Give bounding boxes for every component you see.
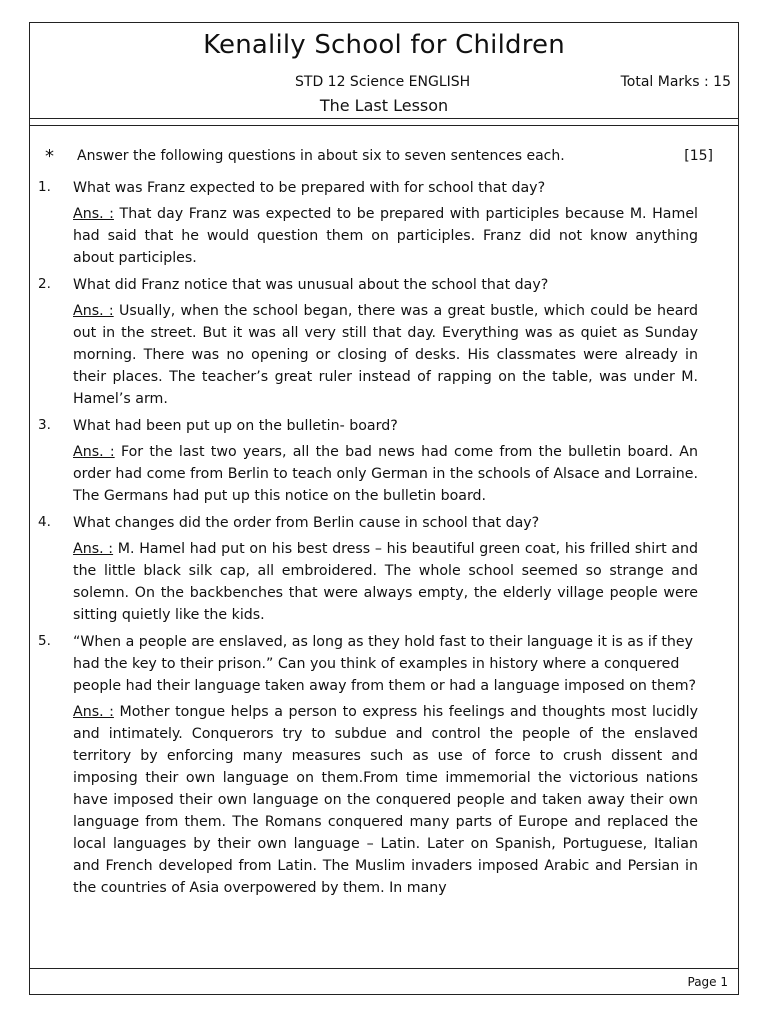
question-text: What had been put up on the bulletin- board? xyxy=(73,418,398,434)
question-item-3 xyxy=(38,414,698,507)
answer-text: M. Hamel had put on his best dress – his beautiful green coat, his frilled shirt and the little black silk cap, all embroidered. The whole school seemed so strange and solemn. On the backbenches that were always empty, the elderly village people were sitting quietly like the kids. xyxy=(73,541,699,623)
header-divider-top xyxy=(30,118,738,119)
answer-text: That day Franz was expected to be prepared with participles because M. Hamel had said that he would question them on participles. Franz did not know anything about participles. xyxy=(73,206,698,266)
answer-label: Ans. : xyxy=(73,206,114,222)
footer-divider xyxy=(30,968,738,969)
answer-label: Ans. : xyxy=(73,303,114,319)
instruction-text: Answer the following questions in about six to seven sentences each. xyxy=(77,148,565,164)
answer-text: Usually, when the school began, there was a great bustle, which could be heard out in the street. But it was all very still that day. Everything was as quiet as Sunday morning. There was no opening or closing of desks. His classmates were already in their places. The teacher’s great ruler instead of rapping on the table, was under M. Hamel’s arm. xyxy=(73,303,699,407)
page-number: Page 1 xyxy=(687,975,728,989)
question-number: 4. xyxy=(38,514,51,530)
header-divider-bottom xyxy=(30,125,738,126)
question-item-4 xyxy=(38,511,698,626)
answer-block xyxy=(73,203,698,269)
question-number: 3. xyxy=(38,417,51,433)
answer-block xyxy=(73,701,698,899)
answer-label: Ans. : xyxy=(73,704,114,720)
question-item-5 xyxy=(38,630,698,899)
question-text: What changes did the order from Berlin cause in school that day? xyxy=(73,515,540,531)
question-text: What did Franz notice that was unusual about the school that day? xyxy=(73,277,549,293)
school-name: Kenalily School for Children xyxy=(203,30,565,60)
answer-label: Ans. : xyxy=(73,541,114,557)
answer-block xyxy=(73,441,698,507)
question-item-1 xyxy=(38,176,698,269)
answer-text: For the last two years, all the bad news had come from the bulletin board. An order had come from Berlin to teach only German in the schools of Alsace and Lorraine. The Germans had put up this notice on the bulletin board. xyxy=(73,444,698,504)
question-text: What was Franz expected to be prepared with for school that day? xyxy=(73,180,546,196)
answer-block xyxy=(73,538,698,626)
question-number: 1. xyxy=(38,179,51,195)
question-item-2 xyxy=(38,273,698,410)
section-marks: [15] xyxy=(684,148,713,164)
answer-label: Ans. : xyxy=(73,444,115,460)
total-marks: Total Marks : 15 xyxy=(620,74,731,90)
answer-text: Mother tongue helps a person to express his feelings and thoughts most lucidly and intimately. Conquerors try to subdue and control the people of the enslaved territory by enforcing many measures such as use of force to crush dissent and imposing their own language on them.From time immemorial the victorious nations have imposed their own language on the conquered people and taken away their own language from them. The Romans conquered many parts of Europe and replaced the local languages by their own language – Latin. Later on Spanish, Portuguese, Italian and French developed from Latin. The Muslim invaders imposed Arabic and Persian in the countries of Asia overpowered by them. In many xyxy=(73,704,699,896)
questions-list xyxy=(38,176,698,903)
lesson-title: The Last Lesson xyxy=(319,96,449,115)
bullet-star: * xyxy=(45,146,54,167)
question-number: 2. xyxy=(38,276,51,292)
question-text: “When a people are enslaved, as long as they hold fast to their language it is as if they had the key to their prison.” Can you think of examples in history where a conquered people had their language taken away from them or had a language imposed on them? xyxy=(73,634,697,694)
question-number: 5. xyxy=(38,633,51,649)
standard-subject: STD 12 Science ENGLISH xyxy=(295,74,471,90)
answer-block xyxy=(73,300,698,410)
